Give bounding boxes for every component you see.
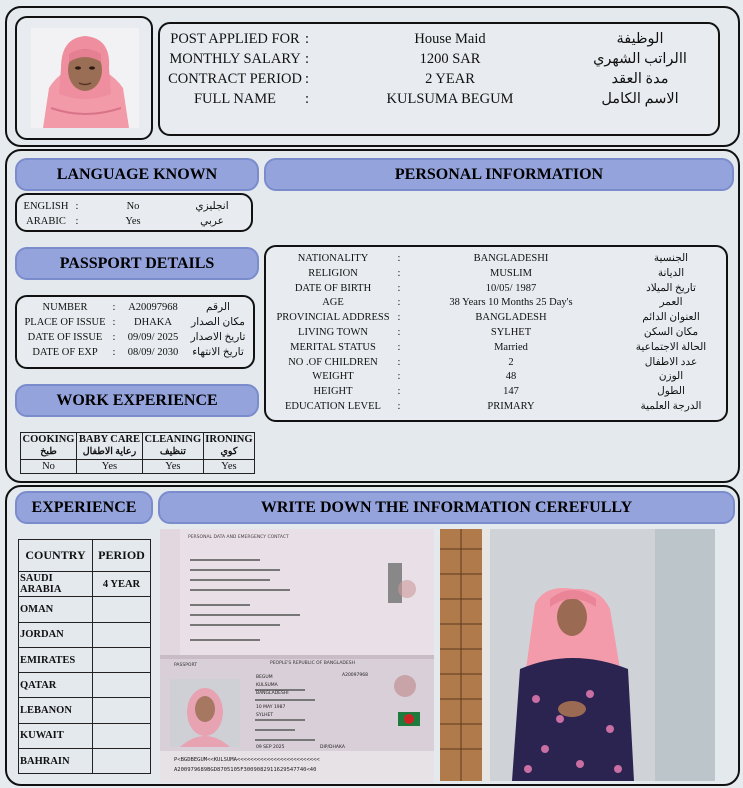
row-arabic: تاريخ الاصدار [190,332,246,343]
row-value: 147 [503,386,519,398]
scan-name: KULSUMA [256,683,278,688]
personal-information-heading: PERSONAL INFORMATION [264,158,734,191]
work-skill-en: COOKING [22,434,75,445]
row-separator: : [304,31,310,47]
work-skill-value: Yes [142,460,203,474]
col-period-header: PERIOD [93,540,151,572]
experience-row [19,647,151,672]
language-box [15,193,253,232]
work-skill-value: No [21,460,77,474]
work-skill-en: CLEANING [144,434,202,445]
row-arabic: الوزن [658,371,684,383]
scan-mrz-line-2: A200979689BGD8705105F3009082911629547740<40 [174,767,317,773]
work-skill-value: Yes [77,460,143,474]
row-label: ARABIC [26,216,66,227]
experience-row [19,723,151,748]
info-row [17,330,253,345]
row-arabic: الوظيفة [616,31,664,47]
scan-mrz-line-1: P<BGDBEGUM<<KULSUMA<<<<<<<<<<<<<<<<<<<<<<<<< [174,757,320,763]
work-skill-ar: رعاية الاطفال [82,447,137,457]
info-row [266,295,726,310]
scan-number: A20097968 [342,673,368,678]
row-arabic: مدة العقد [611,71,669,87]
scan-type-label: PASSPORT [174,663,198,668]
experience-row [19,698,151,723]
row-arabic: الرقم [206,302,230,313]
row-label: NO .OF CHILDREN [288,356,378,368]
row-separator: : [304,71,310,87]
experience-period: 4 YEAR [93,572,151,597]
row-separator: : [397,327,401,338]
work-skill-ar: كوي [220,447,238,457]
row-arabic: الجنسية [653,253,689,264]
experience-country: SAUDI ARABIA [19,572,93,597]
work-experience-table [20,432,255,474]
full-body-photo [440,529,715,781]
info-row [266,251,726,266]
row-value: 38 Years 10 Months 25 Day's [449,297,573,309]
row-value: Yes [125,216,141,227]
info-row [160,69,718,89]
scan-authority: DIP/DHAKA [320,745,345,750]
row-separator: : [112,302,116,313]
row-value: BANGLADESH [475,312,547,324]
info-row [266,399,726,414]
candidate-photo [31,28,139,128]
row-label: ENGLISH [23,201,69,212]
row-separator: : [397,356,401,368]
row-label: DATE OF EXP [32,347,98,358]
experience-country: BAHRAIN [19,749,93,774]
experience-row [19,572,151,597]
experience-period [93,749,151,774]
row-value: 48 [505,371,517,383]
row-label: WEIGHT [312,371,354,383]
work-skill-header [203,433,254,460]
row-arabic: تاريخ الانتهاء [192,347,244,358]
row-label: DATE OF ISSUE [27,332,103,343]
header-section [5,6,740,147]
row-value: No [126,201,140,212]
language-known-heading: LANGUAGE KNOWN [15,158,259,191]
experience-period [93,698,151,723]
row-arabic: عربي [200,216,224,227]
experience-period [93,723,151,748]
info-row [17,315,253,330]
scan-nationality: BANGLADESHI [256,691,289,696]
scan-surname: BEGUM [256,675,273,680]
row-label: HEIGHT [313,386,353,398]
info-row [266,369,726,384]
passport-scan-image [160,529,434,783]
experience-row [19,597,151,622]
info-row [160,89,718,109]
row-separator: : [397,371,401,383]
row-label: PROVINCIAL ADDRESS [276,312,390,324]
post-info-box [158,22,720,136]
row-arabic: الدرجة العلمية [640,401,702,412]
row-arabic: عدد الاطفال [644,356,698,368]
info-row [17,199,251,214]
row-value: 10/05/ 1987 [485,282,537,294]
row-arabic: تاريخ الميلاد [646,282,696,294]
experience-period [93,647,151,672]
work-skill-en: IRONING [205,434,253,445]
notice-heading: WRITE DOWN THE INFORMATION CEREFULLY [158,491,735,524]
row-separator: : [397,253,401,264]
row-separator: : [397,401,401,412]
row-value: 2 [508,356,514,368]
experience-period [93,673,151,698]
info-row [160,49,718,69]
info-row [266,325,726,340]
row-separator: : [397,282,401,294]
row-arabic: الديانة [657,267,685,279]
row-value: Married [494,341,528,353]
experience-period [93,597,151,622]
row-separator: : [397,297,401,309]
info-row [17,300,253,315]
experience-country: LEBANON [19,698,93,723]
row-arabic: العنوان الدائم [642,312,700,324]
row-label: NATIONALITY [297,253,369,264]
photo-frame [15,16,153,140]
work-skill-value: Yes [203,460,254,474]
row-value: 09/09/ 2025 [127,332,179,343]
row-label: AGE [322,297,344,309]
info-row [266,340,726,355]
row-label: POST APPLIED FOR [170,31,300,47]
info-row [17,345,253,360]
work-skill-header [77,433,143,460]
row-value: DHAKA [134,317,172,328]
row-separator: : [75,201,79,212]
passport-box [15,295,255,369]
info-row [266,384,726,399]
row-value: MUSLIM [489,267,532,279]
row-separator: : [304,91,310,107]
work-skill-en: BABY CARE [78,434,141,445]
work-experience-heading: WORK EXPERIENCE [15,384,259,417]
row-separator: : [112,317,116,328]
info-row [266,266,726,281]
row-separator: : [112,347,116,358]
row-label: RELIGION [308,267,358,279]
experience-row [19,749,151,774]
row-separator: : [397,312,401,324]
row-label: LIVING TOWN [298,327,368,338]
info-row [266,281,726,296]
work-skill-header [142,433,203,460]
experience-table [18,539,151,774]
row-arabic: الطول [657,386,685,398]
experience-section [5,485,740,786]
experience-country: KUWAIT [19,723,93,748]
personal-info-box [264,245,728,422]
row-label: PLACE OF ISSUE [24,317,106,328]
row-value: PRIMARY [487,401,535,412]
experience-row [19,622,151,647]
row-arabic: مكان السكن [643,327,699,338]
row-arabic: االراتب الشهري [593,51,687,67]
row-value: BANGLADESHI [473,253,549,264]
scan-place: SYLHET [256,713,274,718]
work-skill-header [21,433,77,460]
col-country-header: COUNTRY [19,540,93,572]
row-arabic: مكان الصدار [191,317,245,328]
row-label: EDUCATION LEVEL [285,401,381,412]
row-label: MONTHLY SALARY [169,51,301,67]
scan-top-caption: PERSONAL DATA AND EMERGENCY CONTACT [188,535,289,540]
row-value: KULSUMA BEGUM [386,91,514,107]
info-row [160,29,718,49]
work-skill-ar: تنظيف [159,447,186,457]
row-label: DATE OF BIRTH [294,282,372,294]
row-arabic: انجليزي [195,201,229,212]
row-label: MERITAL STATUS [290,341,376,353]
experience-country: QATAR [19,673,93,698]
row-value: SYLHET [490,327,532,338]
row-separator: : [397,386,401,398]
row-value: 1200 SAR [419,51,481,67]
scan-issue: 09 SEP 2025 [256,745,285,750]
info-row [17,214,251,229]
row-value: 08/09/ 2030 [127,347,179,358]
details-section [5,149,740,483]
info-row [266,310,726,325]
experience-country: EMIRATES [19,647,93,672]
scan-country-line: PEOPLE'S REPUBLIC OF BANGLADESH [270,661,355,666]
row-label: CONTRACT PERIOD [168,71,302,87]
experience-period [93,622,151,647]
row-separator: : [397,341,401,353]
row-separator: : [75,216,79,227]
row-arabic: العمر [659,297,683,309]
row-separator: : [112,332,116,343]
row-label: NUMBER [42,302,88,313]
row-value: House Maid [414,31,486,47]
row-value: A20097968 [128,302,178,313]
row-arabic: الحالة الاجتماعية [635,341,707,353]
info-row [266,355,726,370]
row-separator: : [304,51,310,67]
row-label: FULL NAME [193,91,277,107]
experience-country: JORDAN [19,622,93,647]
row-value: 2 YEAR [425,71,475,87]
row-separator: : [397,267,401,279]
scan-dob: 10 MAY 1987 [256,705,286,710]
work-skill-ar: طبخ [40,447,57,457]
experience-country: OMAN [19,597,93,622]
experience-heading: EXPERIENCE [15,491,153,524]
passport-details-heading: PASSPORT DETAILS [15,247,259,280]
experience-row [19,673,151,698]
row-arabic: الاسم الكامل [601,91,679,107]
